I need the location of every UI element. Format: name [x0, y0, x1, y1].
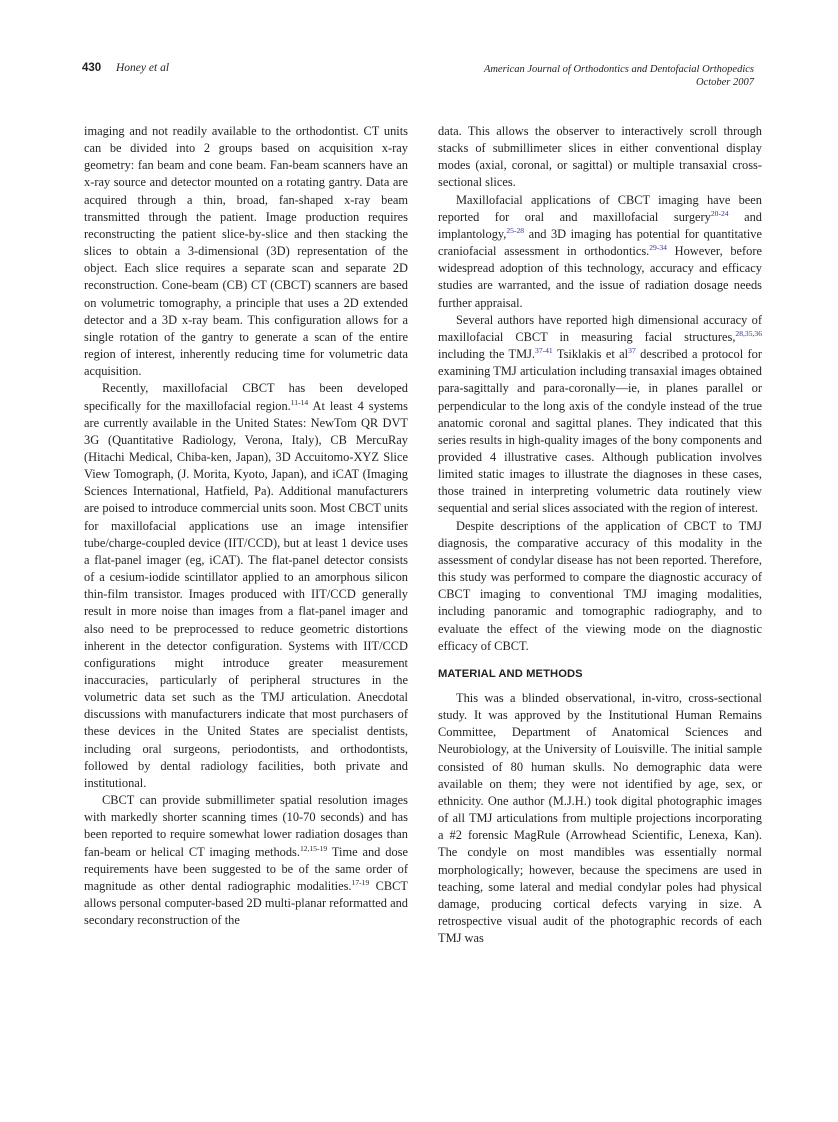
- citation-link[interactable]: 37: [628, 346, 636, 356]
- text-run: described a protocol for examining TMJ articulation including transaxial images obtained para-sagittally and para-coronally—ie, in planes parallel or perpendicular to the long axis of the condyle instead of the true anatomic coronal and sagittal planes. They indicated that this series results in high-quality images of the bony components and provided 4 illustrative cases. Although publication involves limited static images to illustrate the diagnoses in these cases, those trained in interpreting volumetric data routinely view sequential and serial slices associated with the region of interest.: [438, 347, 763, 516]
- citation-ref: 11-14: [290, 397, 309, 407]
- page-header: [82, 62, 754, 102]
- paragraph: data. This allows the observer to interactively scroll through stacks of submillimeter slices in either conventional display modes (axial, coronal, or sagittal) or multiple transaxial cross-sectional slices.: [438, 124, 762, 190]
- citation-link[interactable]: 25-28: [506, 225, 525, 235]
- section-heading: MATERIAL AND METHODS: [438, 667, 583, 680]
- paragraph: [84, 792, 408, 929]
- text-run: Tsiklakis et al: [552, 347, 629, 362]
- text-run: Maxillofacial applications of CBCT imaging have been reported for oral and maxillofacial surgery: [438, 192, 762, 224]
- citation-ref: 12,15-19: [299, 843, 328, 853]
- page-number: 430: [82, 62, 102, 74]
- paragraph: Despite descriptions of the application of CBCT to TMJ diagnosis, the comparative accuracy of this modality in the assessment of condylar disease has not been reported. Therefore, this study was performed to compare the diagnostic accuracy of CBCT imaging to conventional TMJ imaging modalities, including panoramic and tomographic radiography, and to evaluate the effect of the viewing mode on the diagnostic efficacy of CBCT.: [438, 518, 762, 653]
- citation-link[interactable]: 29-34: [649, 243, 667, 253]
- text-run: At least 4 systems are currently available in the United States: NewTom QR DVT 3G (Quantitative Radiology, Verona, Italy), CB MercuRay (Hitachi Medical, Chiba-ken, Japan), 3D Accuitomo-XYZ Slice View Tomograph, (J. Morita, Kyoto, Japan), and iCAT (Imaging Sciences International, Hatfield, Pa). Additional manufacturers are poised to introduce commercial units soon. Most CBCT units for maxillofacial applications use an image intensifier tube/charge-coupled device (IIT/CCD), but at least 1 device uses a flat-panel imager (eg, iCAT). The flat-panel detector consists of a cesium-iodide scintillator applied to an amorphous silicon thin-film transistor. Images produced with IIT/CCD generally result in more noise than images from a flat-panel imager and also need to be preprocessed to reduce geometric distortions inherent in the detector configuration. Systems with IIT/CCD configurations might introduce greater measurement inaccuracies, particularly of peripheral structures in the volumetric data set such as the TMJ articulation. Anecdotal discussions with manufacturers indicate that most purchasers of these devices in the United States are specialist dentists, including oral surgeons, periodontists, and orthodontists, followed by dental radiology facilities, both private and institutional.: [84, 398, 408, 790]
- text-run: However, before widespread adoption of this technology, accuracy and efficacy studies are warranted, and the issue of radiation dosage needs further appraisal.: [438, 244, 762, 310]
- paragraph: [438, 312, 762, 518]
- text-run: Time and dose requirements have been suggested to be of the same order of magnitude as other dental radiographic modalities.: [84, 844, 408, 893]
- running-author: Honey et al: [116, 62, 170, 74]
- text-run: CBCT can provide submillimeter spatial resolution images with markedly shorter scanning times (10-70 seconds) and has been reported to require somewhat lower radiation dosages than fan-beam or helical CT imaging methods.: [84, 793, 408, 859]
- text-run: and 3D imaging has potential for quantitative craniofacial assessment in orthodontics.: [438, 226, 762, 259]
- citation-link[interactable]: 37-41: [535, 346, 553, 356]
- journal-title: American Journal of Orthodontics and Dentofacial Orthopedics: [483, 64, 754, 75]
- left-column: [84, 123, 408, 929]
- paragraph: This was a blinded observational, in-vitro, cross-sectional study. It was approved by the Institutional Human Remains Committee, Department of Anatomical Sciences and Neurobiology, at the University of Louisville. The initial sample consisted of 80 human skulls. No demographic data were available on them; they were not identified by age, sex, or ethnicity. One author (M.J.H.) took digital photographic images of all TMJ articulations from multiple projections incorporating a #2 forensic MagRule (Arrowhead Scientific, Lenexa, Kan). The condyle on most mandibles was essentially normal morphologically; however, because the specimens are used in teaching, some lateral and medial condylar poles had physical damage, producing cortical defects varying in size. A retrospective visual audit of the photographic records of each TMJ was: [438, 691, 762, 946]
- citation-link[interactable]: 28,35,36: [735, 328, 762, 338]
- citation-link[interactable]: 20-24: [710, 208, 729, 218]
- paragraph: imaging and not readily available to the orthodontist. CT units can be divided into 2 groups based on acquisition x-ray geometry: fan beam and cone beam. Fan-beam scanners have an x-ray source and detector mounted on a rotating gantry. Data are acquired through a thin, broad, fan-shaped x-ray beam transmitted through the patient. Image production requires reconstructing the patient slice-by-slice and then stacking the slices to obtain a 3-dimensional (3D) representation of the object. Each slice requires a separate scan and separate 2D reconstruction. Cone-beam (CB) CT (CBCT) scanners are based on volumetric tomography, a principle that uses a 2D extended detector and a 3D x-ray beam. This configuration allows for a single rotation of the gantry to generate a scan of the entire region of interest, inherently reducing time for volumetric data acquisition.: [84, 124, 408, 379]
- paragraph: [84, 380, 408, 792]
- text-run: including the TMJ.: [438, 347, 536, 362]
- journal-info: [484, 63, 754, 89]
- text-run: Several authors have reported high dimensional accuracy of maxillofacial CBCT in measuring facial structures,: [438, 312, 762, 344]
- text-run: and implantology,: [438, 209, 763, 241]
- citation-ref: 17-19: [351, 877, 370, 887]
- issue-date: October 2007: [695, 77, 754, 88]
- text-run: CBCT allows personal computer-based 2D multi-planar reformatted and secondary reconstruction of the: [84, 878, 408, 928]
- paragraph: [438, 192, 762, 312]
- text-run: Recently, maxillofacial CBCT has been developed specifically for the maxillofacial region.: [84, 381, 408, 413]
- right-column: [438, 123, 762, 947]
